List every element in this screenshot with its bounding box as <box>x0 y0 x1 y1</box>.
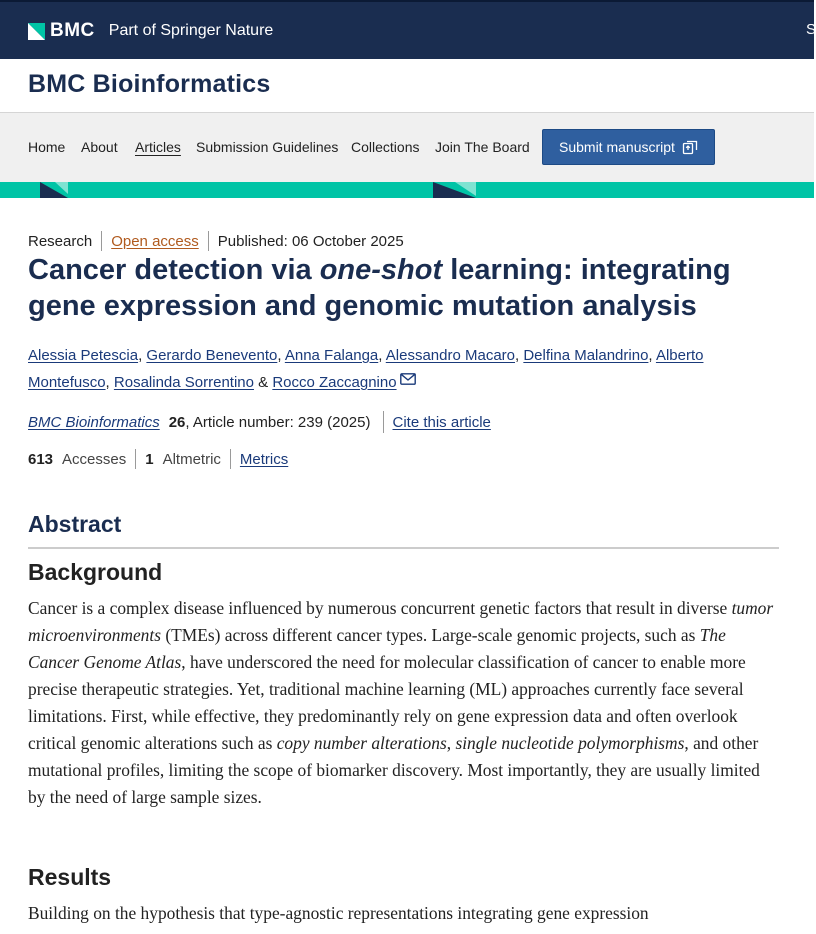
background-text: , and other mutational profiles, limiting the scope of biomarker discovery. Most importantly, they are usually limited by the need of large sample sizes. <box>28 733 760 807</box>
author-list <box>28 342 768 396</box>
article-number: , Article number: 239 (2025) <box>185 413 371 431</box>
nav-item-home[interactable]: Home <box>28 139 66 155</box>
author-separator: , <box>515 347 524 364</box>
background-text: , have underscored the need for molecular classification of cancer to enable more precise therapeutic strategies. Yet, traditional machine learning (ML) approaches currently face several limitations. First, while effective, they predominantly rely on gene expression data and often overlook critical genomic alterations such as <box>28 652 746 753</box>
brand-tagline: Part of Springer Nature <box>108 22 274 39</box>
author-separator: , <box>138 347 147 364</box>
nav-item-join-the-board[interactable]: Join The Board <box>435 139 530 155</box>
metrics-divider <box>135 449 136 469</box>
author-link[interactable]: Rosalinda Sorrentino <box>113 374 254 391</box>
background-heading: Background <box>28 559 163 585</box>
abstract-heading: Abstract <box>28 511 122 537</box>
author-separator: , <box>277 347 285 364</box>
cite-this-article-link[interactable]: Cite this article <box>392 413 491 431</box>
brand-name: BMC <box>50 20 95 41</box>
accesses-label: Accesses <box>62 450 127 468</box>
altmetric-count: 1 <box>145 450 154 468</box>
bmc-logo[interactable] <box>28 20 273 42</box>
open-access-link[interactable]: Open access <box>111 232 199 250</box>
abstract-divider <box>28 547 779 549</box>
results-heading: Results <box>28 864 112 890</box>
background-text: , <box>446 733 456 753</box>
meta-divider <box>101 231 102 251</box>
results-paragraph: Building on the hypothesis that type-agnostic representations integrating gene expression <box>28 903 649 923</box>
nav-item-submission-guidelines[interactable]: Submission Guidelines <box>196 139 339 155</box>
nav-item-articles[interactable]: Articles <box>135 139 181 155</box>
nav-item-collections[interactable]: Collections <box>351 139 420 155</box>
author-separator: & <box>253 374 273 391</box>
nav-item-about[interactable]: About <box>81 139 118 155</box>
metrics-link[interactable]: Metrics <box>239 450 289 468</box>
main-nav <box>0 113 814 182</box>
title-part-1: Cancer detection via <box>28 254 320 286</box>
background-text-emphasis: copy number alterations <box>276 733 447 753</box>
metrics-line <box>28 449 288 469</box>
author-link[interactable]: Gerardo Benevento <box>146 347 278 364</box>
volume-number: 26 <box>168 413 186 431</box>
title-part-2: learning: integrating gene expression and genomic mutation analysis <box>28 254 731 322</box>
journal-citation-link[interactable]: BMC Bioinformatics <box>28 413 160 431</box>
background-paragraph <box>28 595 780 811</box>
author-link[interactable]: Anna Falanga <box>284 347 379 364</box>
author-separator: , <box>105 374 114 391</box>
bmc-logo-mark-icon <box>28 23 45 40</box>
article-title <box>28 252 768 324</box>
topbar-overflow-text[interactable]: S <box>806 21 816 38</box>
author-link[interactable]: Alberto Montefusco <box>28 347 704 391</box>
published-date: Published: 06 October 2025 <box>217 232 404 250</box>
article-type: Research <box>28 232 93 250</box>
author-link[interactable]: Alessandro Macaro <box>385 347 515 364</box>
external-upload-icon <box>682 139 698 155</box>
band-pattern-icon <box>0 182 814 198</box>
journal-title[interactable]: BMC Bioinformatics <box>28 70 271 98</box>
accent-band <box>0 182 814 198</box>
submit-manuscript-button[interactable] <box>542 129 715 165</box>
author-link[interactable]: Alessia Petescia <box>28 347 139 364</box>
altmetric-label: Altmetric <box>162 450 221 468</box>
accesses-count: 613 <box>28 450 54 468</box>
author-separator: , <box>648 347 656 364</box>
top-brand-bar <box>0 0 814 59</box>
journal-bar <box>0 59 814 113</box>
background-text-emphasis: tumor microenvironments <box>28 598 774 645</box>
author-separator: , <box>378 347 386 364</box>
background-text: (TMEs) across different cancer types. Large-scale genomic projects, such as <box>160 625 700 645</box>
citation-line <box>28 411 491 433</box>
title-emphasis: one-shot <box>319 254 443 286</box>
background-text: Cancer is a complex disease influenced by numerous concurrent genetic factors that result in diverse <box>28 598 732 618</box>
author-link[interactable]: Delfina Malandrino <box>523 347 649 364</box>
email-icon[interactable] <box>400 373 416 385</box>
author-link[interactable]: Rocco Zaccagnino <box>272 374 397 391</box>
metrics-divider <box>230 449 231 469</box>
background-text-emphasis: The Cancer Genome Atlas <box>28 625 726 672</box>
meta-divider <box>208 231 209 251</box>
submit-manuscript-label: Submit manuscript <box>559 139 675 155</box>
background-text-emphasis: single nucleotide polymorphisms <box>455 733 685 753</box>
citation-divider <box>383 411 384 433</box>
article-meta <box>28 232 404 250</box>
